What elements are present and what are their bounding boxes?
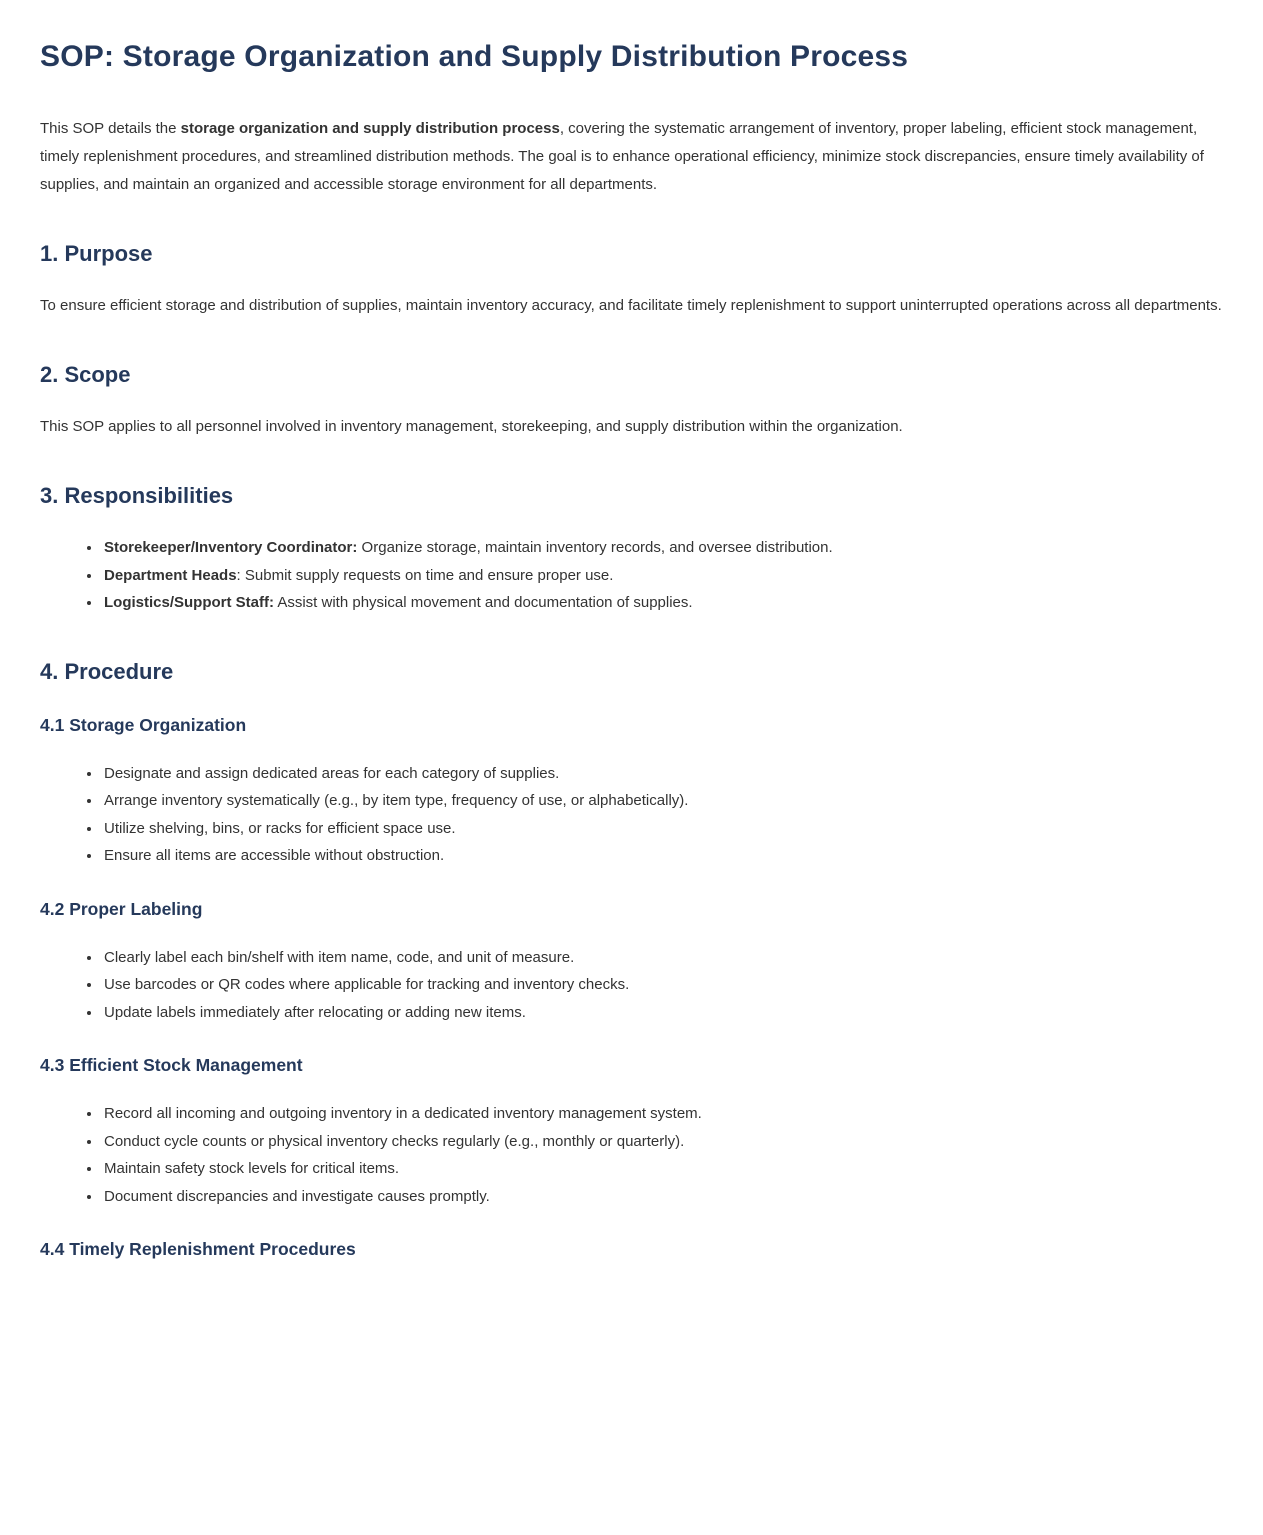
responsibility-role-label: Department Heads: [104, 566, 237, 584]
list-item: • Arrange inventory systematically (e.g., by item type, frequency of use, or alphabetically).: [102, 787, 1223, 815]
list-item: • Maintain safety stock levels for critical items.: [102, 1155, 1223, 1183]
storage-organization-list: [40, 760, 1223, 870]
section-heading-scope: 2. Scope: [40, 362, 131, 387]
list-item: • Update labels immediately after relocating or adding new items.: [102, 999, 1223, 1027]
list-item: [102, 589, 1223, 617]
efficient-stock-management-list: [40, 1100, 1223, 1210]
list-item: • Utilize shelving, bins, or racks for efficient space use.: [102, 815, 1223, 843]
list-item: • Document discrepancies and investigate causes promptly.: [102, 1183, 1223, 1211]
intro-text-pre: This SOP details the: [40, 120, 181, 137]
subsection-heading-efficient-stock-management: 4.3 Efficient Stock Management: [40, 1055, 303, 1075]
list-item: • Record all incoming and outgoing inventory in a dedicated inventory management system.: [102, 1100, 1223, 1128]
list-item: • Ensure all items are accessible without obstruction.: [102, 842, 1223, 870]
intro-text-bold: storage organization and supply distribution process: [180, 120, 560, 137]
list-item: • Designate and assign dedicated areas for each category of supplies.: [102, 760, 1223, 788]
responsibilities-list: [40, 534, 1223, 617]
purpose-paragraph: To ensure efficient storage and distribution of supplies, maintain inventory accuracy, and facilitate timely replenishment to support uninterrupted operations across all departments.: [40, 297, 1222, 314]
responsibility-role-text: : Submit supply requests on time and ensure proper use.: [236, 566, 614, 584]
list-item: [102, 562, 1223, 590]
subsection-heading-proper-labeling: 4.2 Proper Labeling: [40, 898, 203, 919]
intro-text-post: , covering the systematic arrangement of inventory, proper labeling, efficient stock management, timely replenishment procedures, and streamlined distribution methods. The goal is to enhance operational efficiency, minimize stock discrepancies, ensure timely availability of supplies, and maintain an organized and accessible storage environment for all departments.: [40, 120, 1204, 193]
list-item: • Conduct cycle counts or physical inventory checks regularly (e.g., monthly or quarterly).: [102, 1128, 1223, 1156]
responsibility-role-text: Assist with physical movement and documentation of supplies.: [274, 594, 693, 611]
section-heading-responsibilities: 3. Responsibilities: [40, 483, 234, 508]
list-item: • Clearly label each bin/shelf with item name, code, and unit of measure.: [102, 944, 1223, 972]
page-title: SOP: Storage Organization and Supply Distribution Process: [40, 40, 909, 73]
list-item: • Use barcodes or QR codes where applicable for tracking and inventory checks.: [102, 971, 1223, 999]
list-item: [102, 534, 1223, 562]
responsibility-role-text: Organize storage, maintain inventory records, and oversee distribution.: [357, 539, 833, 556]
subsection-heading-storage-organization: 4.1 Storage Organization: [40, 714, 247, 735]
responsibility-role-label: Logistics/Support Staff:: [104, 594, 274, 611]
intro-paragraph: [40, 115, 1223, 199]
section-heading-procedure: 4. Procedure: [40, 658, 174, 684]
proper-labeling-list: [40, 944, 1223, 1027]
section-heading-purpose: 1. Purpose: [40, 241, 153, 266]
subsection-heading-timely-replenishment: 4.4 Timely Replenishment Procedures: [40, 1239, 356, 1259]
scope-paragraph: This SOP applies to all personnel involved in inventory management, storekeeping, and supply distribution within the organization.: [40, 418, 903, 435]
responsibility-role-label: Storekeeper/Inventory Coordinator:: [104, 539, 358, 556]
